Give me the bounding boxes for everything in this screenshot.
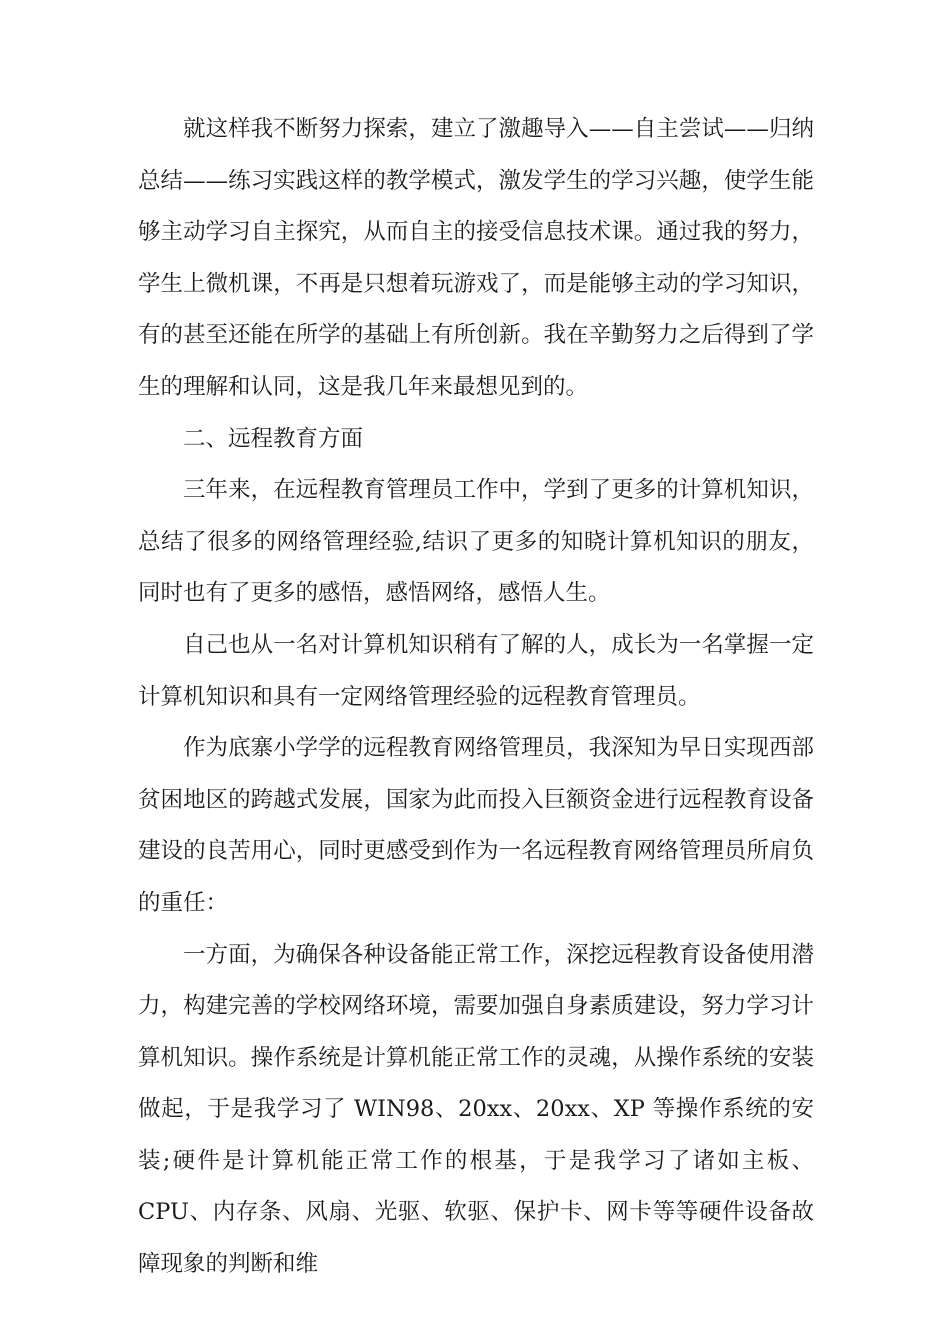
paragraph-responsibility: 作为底寨小学学的远程教育网络管理员，我深知为早日实现西部贫困地区的跨越式发展，国家为此而投入巨额资金进行远程教育设备建设的良苦用心，同时更感受到作为一名远程教育网络管理员所肩负的重任： (138, 735, 814, 916)
document-body (138, 104, 814, 1291)
paragraph-teaching-mode: 就这样我不断努力探索，建立了激趣导入——自主尝试——归纳总结——练习实践这样的教学模式，激发学生的学习兴趣，使学生能够主动学习自主探究，从而自主的接受信息技术课。通过我的努力，学生上微机课，不再是只想着玩游戏了，而是能够主动的学习知识，有的甚至还能在所学的基础上有所创新。我在辛勤努力之后得到了学生的理解和认同，这是我几年来最想见到的。 (138, 116, 814, 400)
paragraph-growth: 自己也从一名对计算机知识稍有了解的人，成长为一名掌握一定计算机知识和具有一定网络管理经验的远程教育管理员。 (138, 631, 814, 710)
paragraph-three-years: 三年来，在远程教育管理员工作中，学到了更多的计算机知识，总结了很多的网络管理经验,结识了更多的知晓计算机知识的朋友，同时也有了更多的感悟，感悟网络，感悟人生。 (138, 477, 814, 607)
paragraph-study-computer: 一方面，为确保各种设备能正常工作，深挖远程教育设备使用潜力，构建完善的学校网络环境，需要加强自身素质建设，努力学习计算机知识。操作系统是计算机能正常工作的灵魂，从操作系统的安装做起，于是我学习了 WIN98、20xx、20xx、XP 等操作系统的安装;硬件是计算机能正常工作的根基，于是我学习了诸如主板、CPU、内存条、风扇、光驱、软驱、保护卡、网卡等等硬件设备故障现象的判断和维 (138, 941, 814, 1278)
section-heading-remote-education: 二、远程教育方面 (183, 425, 364, 452)
